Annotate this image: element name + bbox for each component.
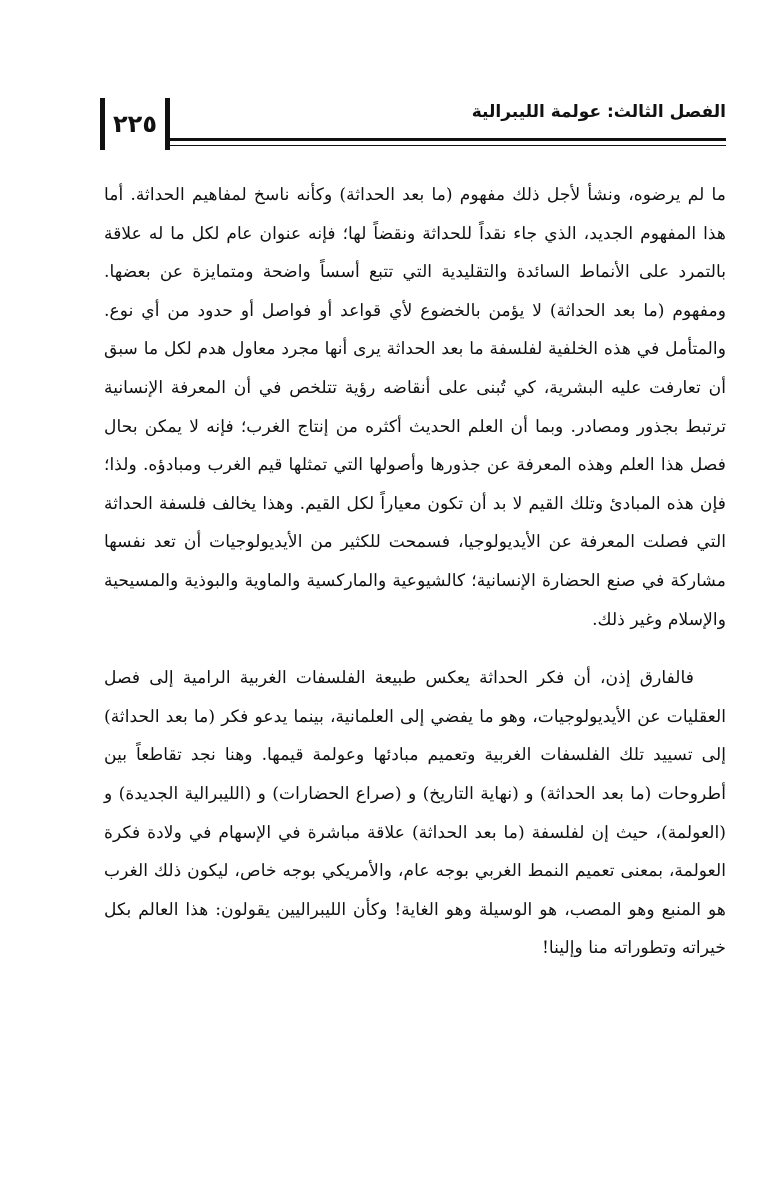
page-header	[100, 98, 726, 154]
header-rule-thick	[170, 138, 726, 141]
body-text	[104, 176, 726, 968]
page-number: ٢٢٥	[100, 98, 170, 150]
header-rule-thin	[170, 145, 726, 146]
paragraph-2: فالفارق إذن، أن فكر الحداثة يعكس طبيعة الفلسفات الغربية الرامية إلى فصل العقليات عن الأيديولوجيات، وهو ما يفضي إلى العلمانية، بينما يدعو فكر (ما بعد الحداثة) إلى تسييد تلك الفلسفات الغربية وتعميم مبادئها وعولمة قيمها. وهنا نجد تقاطعاً بين أطروحات (ما بعد الحداثة) و (نهاية التاريخ) و (صراع الحضارات) و (الليبرالية الجديدة) و (العولمة)، حيث إن لفلسفة (ما بعد الحداثة) علاقة مباشرة في الإسهام في ولادة فكرة العولمة، بمعنى تعميم النمط الغربي بوجه عام، والأمريكي بوجه خاص، ليكون ذلك الغرب هو المنبع وهو المصب، هو الوسيلة وهو الغاية! وكأن الليبراليين يقولون: هذا العالم بكل خيراته وتطوراته منا وإلينا!	[104, 668, 726, 959]
paragraph-1: ما لم يرضوه، ونشأ لأجل ذلك مفهوم (ما بعد الحداثة) وكأنه ناسخ لمفاهيم الحداثة. أما هذا المفهوم الجديد، الذي جاء نقداً للحداثة ونقضاً لها؛ فإنه عنوان عام لكل ما له علاقة بالتمرد على الأنماط السائدة والتقليدية التي تتبع أسساً واضحة ومتمايزة عن بعضها. ومفهوم (ما بعد الحداثة) لا يؤمن بالخضوع لأي قواعد أو فواصل أو حدود من أي نوع. والمتأمل في هذه الخلفية لفلسفة ما بعد الحداثة يرى أنها مجرد معاول هدم لكل ما سبق أن تعارفت عليه البشرية، كي تُبنى على أنقاضه رؤية تتلخص في أن المعرفة الإنسانية ترتبط بجذور ومصادر. وبما أن العلم الحديث أكثره من إنتاج الغرب؛ فإنه لا يمكن بحال فصل هذا العلم وهذه المعرفة عن جذورها وأصولها التي تمثلها قيم الغرب ومبادؤه. ولذا؛ فإن هذه المبادئ وتلك القيم لا بد أن تكون معياراً لكل القيم. وهذا يخالف فلسفة الحداثة التي فصلت المعرفة عن الأيديولوجيا، فسمحت للكثير من الأيديولوجيات أن تعد نفسها مشاركة في صنع الحضارة الإنسانية؛ كالشيوعية والماركسية والماوية والبوذية والمسيحية والإسلام وغير ذلك.	[104, 185, 726, 630]
chapter-title: الفصل الثالث: عولمة الليبرالية	[471, 102, 726, 122]
